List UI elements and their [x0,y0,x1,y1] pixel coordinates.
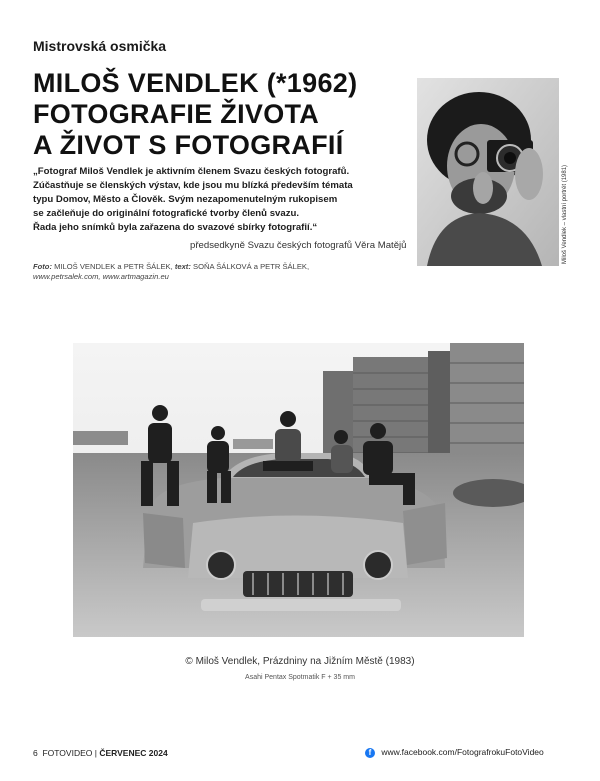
footer-separator: | [94,748,97,758]
intro-line-5: Řada jeho snímků byla zařazena do svazové sbírky fotografií.“ [33,222,318,233]
photo-camera: Asahi Pentax Spotmatik F + 35 mm [245,674,355,681]
portrait-caption-text: Miloš Vendlek – vlastní portrét (1981) [562,164,568,264]
portrait-photo [417,78,559,266]
title-line-1: MILOŠ VENDLEK (*1962) [33,68,358,98]
page-number: 6 [33,748,38,758]
foto-label: Foto: [33,262,52,271]
title-line-2: FOTOGRAFIE ŽIVOTA [33,99,320,129]
footer-facebook[interactable] [365,747,544,758]
intro-quote [33,165,393,235]
section-label: Mistrovská osmička [33,38,167,54]
footer-page-info [33,748,168,758]
intro-line-4: se začleňuje do originální fotografické tvorby členů svazu. [33,208,300,219]
facebook-url[interactable]: www.facebook.com/FotografrokuFotoVideo [381,747,544,757]
quote-signature: předsedkyně Svazu českých fotografů Věra Matějů [190,240,407,251]
main-photo-illustration [73,343,524,637]
intro-line-2: Zúčastňuje se členských výstav, kde jsou mu blízká především témata [33,180,353,191]
issue-date: ČERVENEC 2024 [99,748,168,758]
photo-caption: © Miloš Vendlek, Prázdniny na Jižním Městě (1983) [185,656,415,667]
credits [33,262,393,282]
foto-names: MILOŠ VENDLEK a PETR ŠÁLEK, [54,262,173,271]
title-line-3: A ŽIVOT S FOTOGRAFIÍ [33,130,344,160]
facebook-icon: f [365,748,375,758]
article-title [33,68,373,161]
intro-line-1: „Fotograf Miloš Vendlek je aktivním členem Svazu českých fotografů. [33,166,350,177]
portrait-caption [560,78,574,266]
text-names: SOŇA ŠÁLKOVÁ a PETR ŠÁLEK, [193,262,310,271]
credits-websites: www.petrsalek.com, www.artmagazin.eu [33,272,169,281]
main-photo [73,343,524,637]
magazine-name: FOTOVIDEO [42,748,93,758]
portrait-illustration [417,78,559,266]
text-label: text: [174,262,191,271]
intro-line-3: typu Domov, Město a Člověk. Svým nezapomenutelným rukopisem [33,194,338,205]
